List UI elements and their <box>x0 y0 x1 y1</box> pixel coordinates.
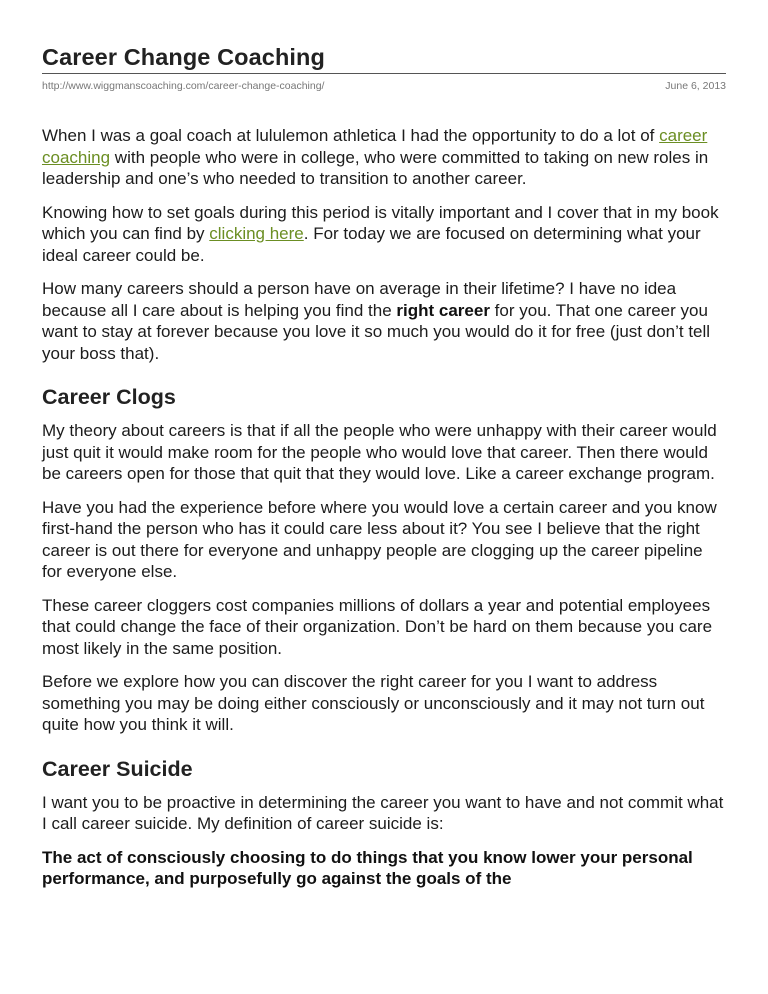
paragraph-goals: Knowing how to set goals during this period is vitally important and I cover that in my book which you can find by clicking here. For today we are focused on determining what your ideal career could be. <box>42 202 719 265</box>
article-body <box>42 125 726 890</box>
career-coaching-link[interactable]: career coaching <box>42 126 708 167</box>
paragraph-before-explore: Before we explore how you can discover the right career for you I want to address something you may be doing either consciously or unconsciously and it may not turn out quite how you think it will. <box>42 672 705 734</box>
right-career-emphasis: right career <box>396 300 490 320</box>
source-url[interactable]: http://www.wiggmanscoaching.com/career-change-coaching/ <box>42 80 325 92</box>
paragraph-definition: The act of consciously choosing to do things that you know lower your personal performance, and purposefully go against the goals of the <box>42 847 693 888</box>
paragraph-experience: Have you had the experience before where you would love a certain career and you know first-hand the person who has it could care less about it? You see I believe that the right career is out there for everyone and unhappy people are clogging up the career pipeline for everyone else. <box>42 497 717 581</box>
title-divider <box>42 73 726 74</box>
paragraph-intro: When I was a goal coach at lululemon athletica I had the opportunity to do a lot of career coaching with people who were in college, who were committed to taking on new roles in leadership and one’s who needed to transition to another career. <box>42 126 709 188</box>
heading-career-suicide: Career Suicide <box>42 756 193 781</box>
paragraph-theory: My theory about careers is that if all the people who were unhappy with their career would just quit it would make room for the people who would love that career. Then there would be careers open for those that quit that they would love. Like a career exchange program. <box>42 421 717 483</box>
paragraph-how-many-careers: How many careers should a person have on average in their lifetime? I have no idea because all I care about is helping you find the right career for you. That one career you want to stay at forever because you love it so much you would do it for free (just don’t tell your boss that). <box>42 279 711 363</box>
clicking-here-link[interactable]: clicking here <box>209 224 304 243</box>
publish-date: June 6, 2013 <box>665 80 726 92</box>
document-page <box>42 0 726 902</box>
document-title: Career Change Coaching <box>42 44 325 70</box>
paragraph-cloggers: These career cloggers cost companies millions of dollars a year and potential employees that could change the face of their organization. Don’t be hard on them because you care most likely in the same position. <box>42 595 713 658</box>
paragraph-proactive: I want you to be proactive in determining the career you want to have and not commit what I call career suicide. My definition of career suicide is: <box>42 792 724 833</box>
heading-career-clogs: Career Clogs <box>42 385 176 409</box>
document-meta <box>42 79 726 93</box>
